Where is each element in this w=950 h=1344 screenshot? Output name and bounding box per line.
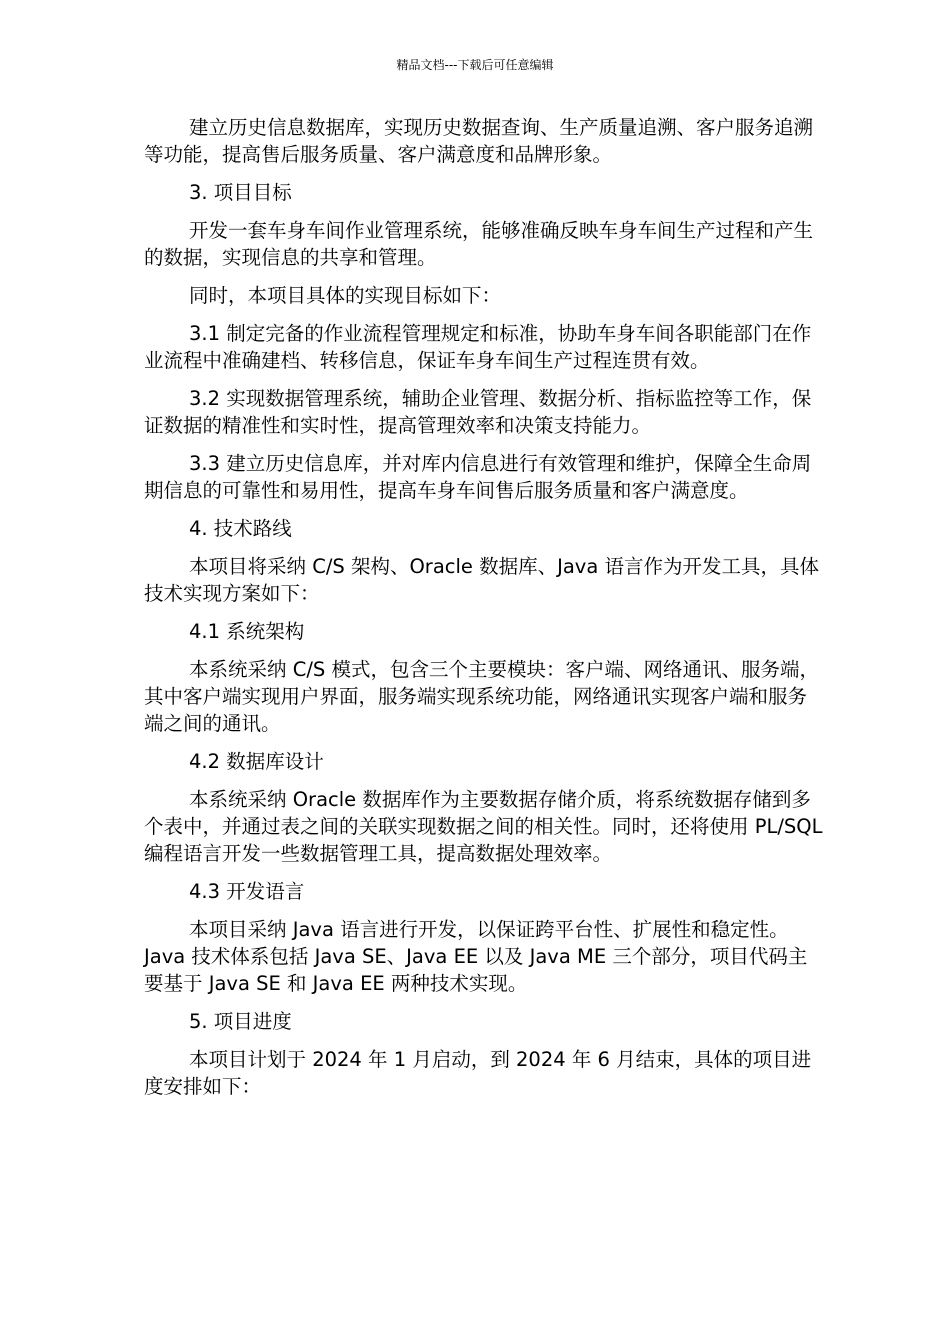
paragraph-development-language: 本项目采纳 Java 语言进行开发，以保证跨平台性、扩展性和稳定性。Java 技术体系包括 Java SE、Java EE 以及 Java ME 三个部分，项目代码主要基于 Java SE 和 Java EE 两种技术实现。 — [144, 918, 808, 995]
paragraph-specific-goals-intro: 同时，本项目具体的实现目标如下： — [189, 284, 502, 307]
heading-system-architecture: 4.1 系统架构 — [189, 620, 305, 643]
page-header: 精品文档---下载后可任意编辑 — [396, 58, 554, 72]
heading-project-schedule: 5. 项目进度 — [189, 1010, 292, 1033]
paragraph-system-architecture: 本系统采纳 C/S 模式，包含三个主要模块：客户端、网络通讯、服务端，其中客户端实现用户界面，服务端实现系统功能，网络通讯实现客户端和服务端之间的通讯。 — [144, 658, 819, 735]
heading-project-goals: 3. 项目目标 — [189, 181, 292, 204]
paragraph-technical-route: 本项目将采纳 C/S 架构、Oracle 数据库、Java 语言作为开发工具，具体技术实现方案如下： — [144, 555, 819, 605]
paragraph-goal-3-3: 3.3 建立历史信息库，并对库内信息进行有效管理和维护，保障全生命周期信息的可靠性和易用性，提高车身车间售后服务质量和客户满意度。 — [144, 452, 812, 502]
paragraph-history-database: 建立历史信息数据库，实现历史数据查询、生产质量追溯、客户服务追溯等功能，提高售后服务质量、客户满意度和品牌形象。 — [144, 116, 814, 166]
document-body — [144, 114, 824, 1111]
paragraph-project-schedule: 本项目计划于 2024 年 1 月启动，到 2024 年 6 月结束，具体的项目进度安排如下： — [144, 1048, 812, 1098]
paragraph-database-design: 本系统采纳 Oracle 数据库作为主要数据存储介质，将系统数据存储到多个表中，并通过表之间的关联实现数据之间的相关性。同时，还将使用 PL/SQL 编程语言开发一些数据管理工具，提高数据处理效率。 — [144, 788, 823, 865]
heading-technical-route: 4. 技术路线 — [189, 517, 292, 540]
paragraph-goal-3-1: 3.1 制定完备的作业流程管理规定和标准，协助车身车间各职能部门在作业流程中准确建档、转移信息，保证车身车间生产过程连贯有效。 — [144, 322, 812, 372]
paragraph-system-goal: 开发一套车身车间作业管理系统，能够准确反映车身车间生产过程和产生的数据，实现信息的共享和管理。 — [144, 219, 814, 269]
paragraph-goal-3-2: 3.2 实现数据管理系统，辅助企业管理、数据分析、指标监控等工作，保证数据的精准性和实时性，提高管理效率和决策支持能力。 — [144, 387, 812, 437]
heading-development-language: 4.3 开发语言 — [189, 880, 305, 903]
heading-database-design: 4.2 数据库设计 — [189, 750, 324, 773]
